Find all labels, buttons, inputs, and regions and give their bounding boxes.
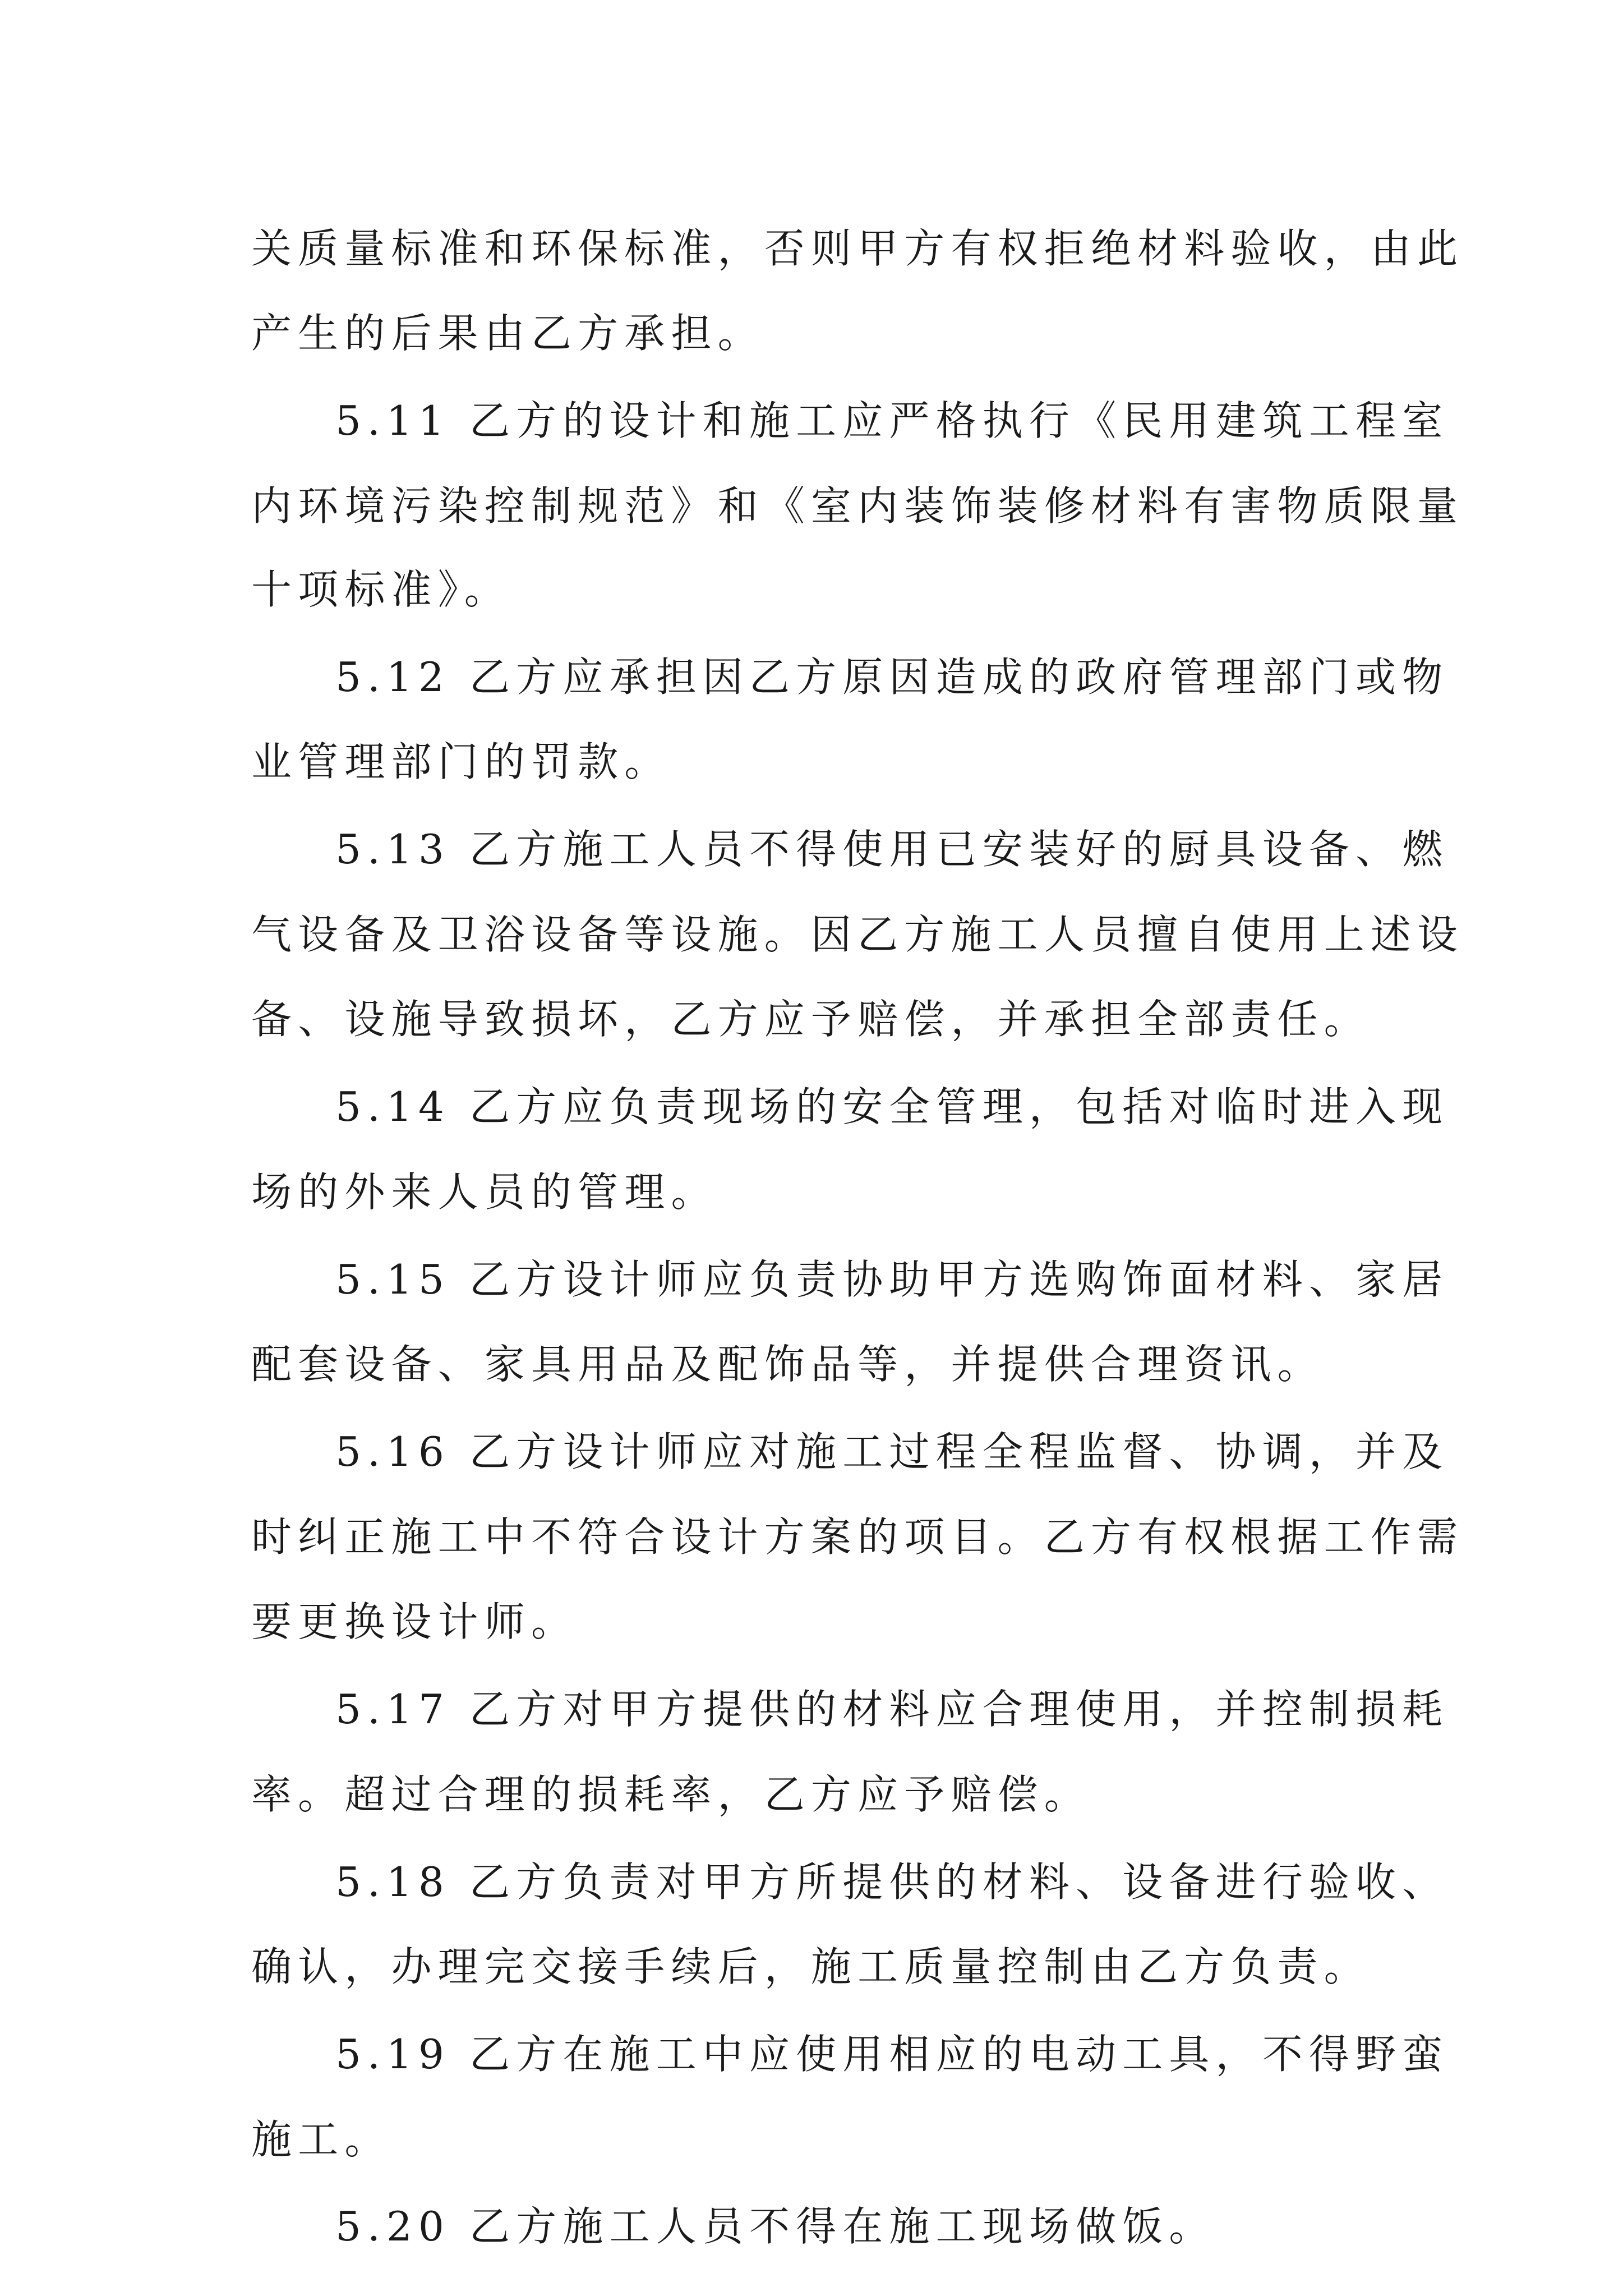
clause-5-19-line-2: 施工。 — [251, 2116, 391, 2163]
clause-5-14-line-1: 5.14 乙方应负责现场的安全管理，包括对临时进入现 — [335, 1083, 1449, 1130]
clause-5-18-line-2: 确认，办理完交接手续后，施工质量控制由乙方负责。 — [251, 1943, 1371, 1990]
clause-5-16-line-1: 5.16 乙方设计师应对施工过程全程监督、协调，并及 — [335, 1428, 1449, 1475]
clause-5-17-line-1: 5.17 乙方对甲方提供的材料应合理使用，并控制损耗 — [335, 1686, 1449, 1733]
clause-5-20-line-1: 5.20 乙方施工人员不得在施工现场做饭。 — [335, 2203, 1216, 2250]
clause-5-15-line-2: 配套设备、家具用品及配饰品等，并提供合理资讯。 — [251, 1341, 1324, 1388]
clause-5-13-line-3: 备、设施导致损坏，乙方应予赔偿，并承担全部责任。 — [251, 996, 1371, 1043]
clause-5-13-line-2: 气设备及卫浴设备等设施。因乙方施工人员擅自使用上述设 — [251, 911, 1464, 958]
clause-5-16-line-3: 要更换设计师。 — [251, 1598, 578, 1645]
text-line-1: 关质量标准和环保标准，否则甲方有权拒绝材料验收，由此 — [251, 225, 1464, 272]
clause-5-14-line-2: 场的外来人员的管理。 — [251, 1168, 718, 1216]
clause-5-17-line-2: 率。超过合理的损耗率，乙方应予赔偿。 — [251, 1771, 1091, 1818]
clause-5-11-line-2: 内环境污染控制规范》和《室内装饰装修材料有害物质限量 — [251, 482, 1464, 530]
clause-5-12-line-2: 业管理部门的罚款。 — [251, 738, 671, 785]
clause-5-16-line-2: 时纠正施工中不符合设计方案的项目。乙方有权根据工作需 — [251, 1513, 1464, 1561]
clause-5-13-line-1: 5.13 乙方施工人员不得使用已安装好的厨具设备、燃 — [335, 826, 1449, 873]
clause-5-11-line-3: 十项标准》。 — [251, 566, 511, 613]
clause-5-18-line-1: 5.18 乙方负责对甲方所提供的材料、设备进行验收、 — [335, 1858, 1449, 1906]
clause-5-19-line-1: 5.19 乙方在施工中应使用相应的电动工具，不得野蛮 — [335, 2031, 1449, 2078]
text-line-2: 产生的后果由乙方承担。 — [251, 310, 764, 357]
clause-5-15-line-1: 5.15 乙方设计师应负责协助甲方选购饰面材料、家居 — [335, 1256, 1449, 1303]
clause-5-11-line-1: 5.11 乙方的设计和施工应严格执行《民用建筑工程室 — [335, 397, 1449, 444]
clause-5-12-line-1: 5.12 乙方应承担因乙方原因造成的政府管理部门或物 — [335, 654, 1449, 701]
